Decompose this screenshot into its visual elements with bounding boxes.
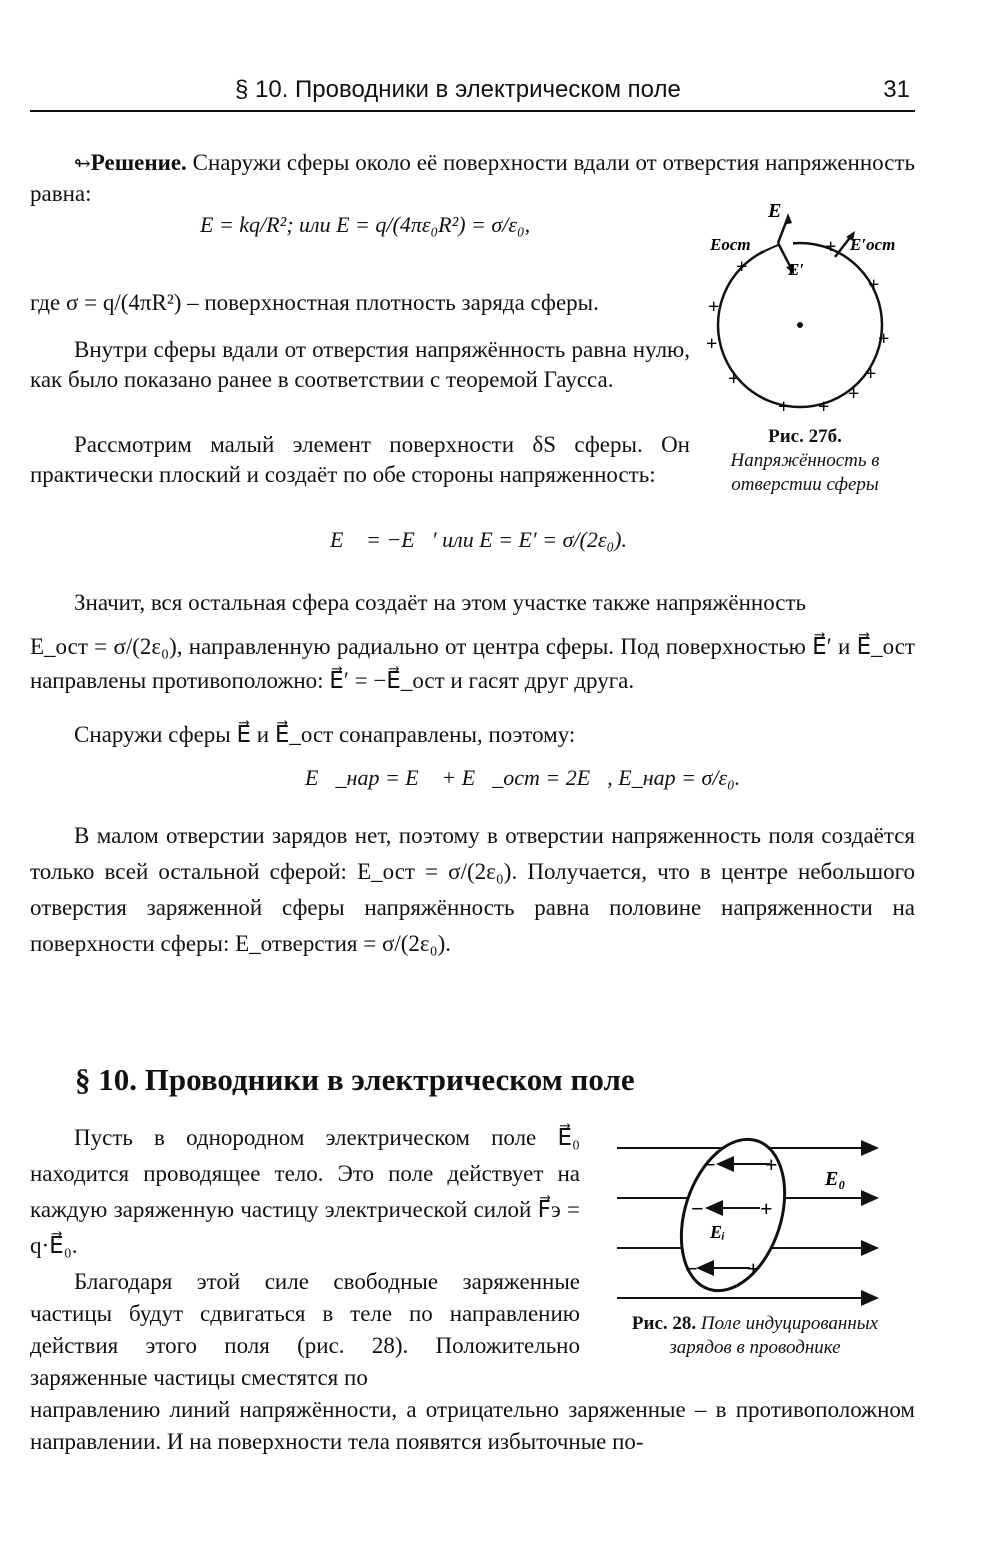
solution-paragraph-2: где σ = q/(4πR²) – поверхностная плотность заряда сферы. xyxy=(30,290,599,315)
svg-text:−: − xyxy=(685,1256,698,1281)
running-title: § 10. Проводники в электрическом поле xyxy=(235,76,681,103)
svg-text:+: + xyxy=(818,396,830,418)
label-E-ost-prime: E′ост xyxy=(850,235,896,254)
running-header xyxy=(30,70,915,112)
figure-27b-caption-text: Напряжённость в отверстии сферы xyxy=(730,450,880,495)
svg-text:+: + xyxy=(825,236,837,258)
svg-text:+: + xyxy=(868,274,880,296)
figure-28-caption-text: Поле индуцированных зарядов в проводнике xyxy=(669,1313,879,1358)
svg-text:+: + xyxy=(778,396,790,418)
svg-text:+: + xyxy=(736,256,748,278)
svg-text:+: + xyxy=(848,383,860,405)
section-paragraph-1: Пусть в однородном электрическом поле E⃗₀ находится проводящее тело. Это поле действует на каждую заряженную частицу электрической силой F⃗э = q·E⃗₀. xyxy=(30,1125,580,1258)
svg-text:+: + xyxy=(728,368,740,390)
section-paragraph-2a: Благодаря этой силе свободные заряженные частицы будут сдвигаться в теле по направлению действия этого поля (рис. 28). Положительно заряженные частицы сместятся по xyxy=(30,1269,580,1390)
solution-paragraph-7: В малом отверстии зарядов нет, поэтому в отверстии напряженность поля создаётся только всей остальной сферой: E_ост = σ/(2ε₀). Получается, что в центре небольшого отверстия заряженной сферы напряжённость равна половине напряженности на поверхности сферы: E_отверстия = σ/(2ε₀). xyxy=(30,823,915,956)
sphere-center xyxy=(797,322,803,328)
figure-27b-sphere xyxy=(700,195,915,425)
label-E-prime: E′ xyxy=(788,260,805,279)
page-number: 31 xyxy=(883,76,910,103)
solution-paragraph-3: Внутри сферы вдали от отверстия напряжённость равна нулю, как было показано ранее в соответствии с теоремой Гаусса. xyxy=(30,337,690,392)
formula-outer-field: E⃗_нар = E⃗ + E⃗_ост = 2E⃗, E_нар = σ/ε₀. xyxy=(305,765,741,790)
svg-text:+: + xyxy=(760,1196,773,1221)
svg-text:+: + xyxy=(708,296,720,318)
formula-element-field: E⃗ = −E⃗′ или E = E′ = σ/(2ε₀). xyxy=(330,527,628,552)
figure-28-conductor xyxy=(615,1130,885,1310)
solution-paragraph-5a: Значит, вся остальная сфера создаёт на этом участке также напряжённость xyxy=(74,590,807,615)
svg-text:+: + xyxy=(765,1152,778,1177)
solution-paragraph-1: ↬Решение. Снаружи сферы около её поверхности вдали от отверстия напряженность равна: xyxy=(30,150,915,206)
solution-lead: Решение. xyxy=(90,150,187,175)
formula-field-outside: E = kq/R²; или E = q/(4πε₀R²) = σ/ε₀, xyxy=(200,212,531,237)
solution-paragraph-4: Рассмотрим малый элемент поверхности δS сферы. Он практически плоский и создаёт по обе стороны напряженность: xyxy=(30,432,690,487)
solution-paragraph-6: Снаружи сферы E⃗ и E⃗_ост сонаправлены, поэтому: xyxy=(74,722,576,747)
label-E0: E₀ xyxy=(825,1168,846,1190)
svg-text:+: + xyxy=(747,1256,760,1281)
solution-p1-text: Снаружи сферы около её поверхности вдали от отверстия напряженность равна: xyxy=(30,150,915,206)
figure-27b-caption-num: Рис. 27б. xyxy=(768,426,842,447)
figure-28-caption-num: Рис. 28. xyxy=(631,1313,697,1334)
figure-28-caption xyxy=(600,1312,910,1360)
label-E: E xyxy=(768,200,782,222)
svg-text:+: + xyxy=(878,328,890,350)
svg-text:+: + xyxy=(706,333,718,355)
label-Ei: Eᵢ xyxy=(710,1222,726,1242)
svg-text:+: + xyxy=(865,363,877,385)
figure-27b-caption xyxy=(705,425,905,497)
svg-text:−: − xyxy=(703,1152,716,1177)
svg-text:−: − xyxy=(691,1196,704,1221)
solution-paragraph-5b: E_ост = σ/(2ε₀), направленную радиально от центра сферы. Под поверхностью E⃗′ и E⃗_ост направлены противоположно: E⃗′ = −E⃗_ост и гасят друг друга. xyxy=(30,634,915,693)
section-title: § 10. Проводники в электрическом поле xyxy=(75,1062,635,1097)
label-E-ost: Eост xyxy=(710,235,751,254)
section-paragraph-2b: направлению линий напряжённости, а отрицательно заряженные – в противоположном направлении. И на поверхности тела появятся избыточные по- xyxy=(30,1397,915,1454)
